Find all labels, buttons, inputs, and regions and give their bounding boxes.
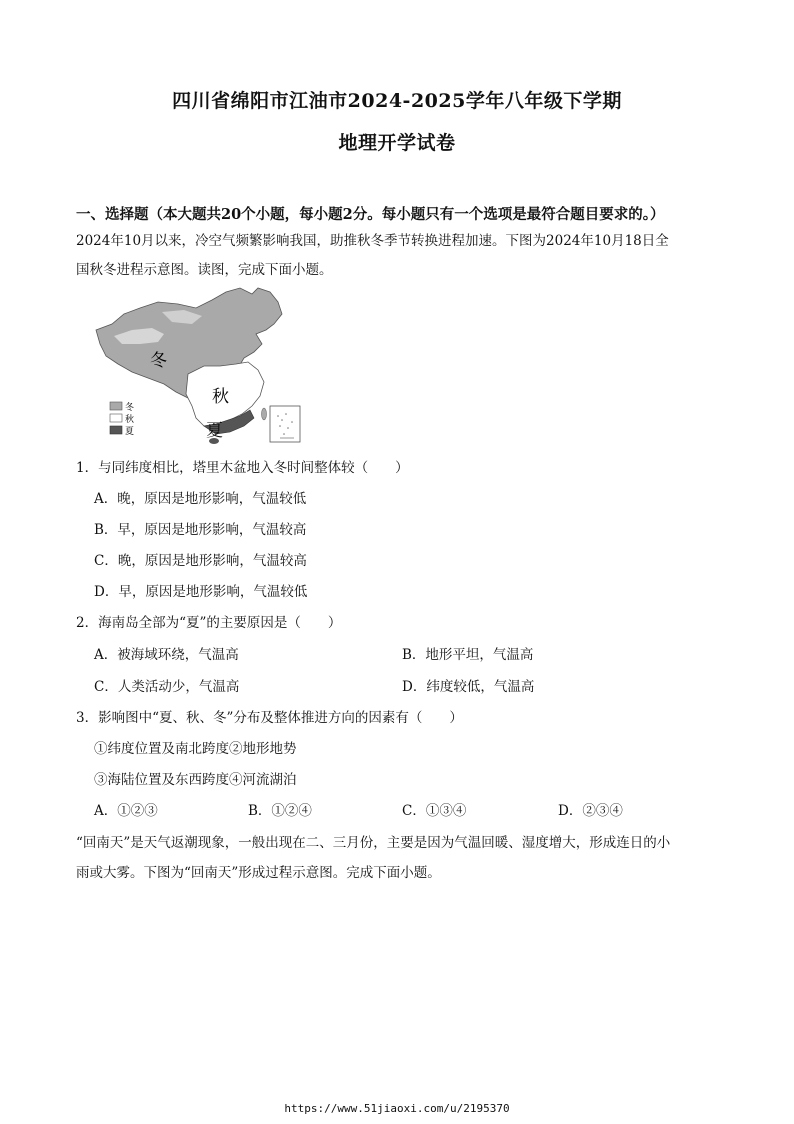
intro-line-1: 2024年10月以来，冷空气频繁影响我国，助推秋冬季节转换进程加速。下图为2024年10月18日全 bbox=[76, 233, 669, 249]
q2-stem: 2．海南岛全部为“夏”的主要原因是（ ） bbox=[76, 615, 342, 631]
south-sea-inset bbox=[270, 406, 300, 442]
q2-option-d: D．纬度较低，气温高 bbox=[402, 679, 535, 695]
q2-option-c: C．人类活动少，气温高 bbox=[94, 679, 240, 695]
q2-option-a: A．被海域环绕，气温高 bbox=[94, 647, 239, 663]
q1-stem: 1．与同纬度相比，塔里木盆地入冬时间整体较（ ） bbox=[76, 460, 409, 476]
taiwan-island bbox=[262, 408, 267, 420]
q3-option-d: D．②③④ bbox=[558, 803, 623, 819]
q1-option-d: D．早，原因是地形影响，气温较低 bbox=[94, 584, 308, 600]
q3-factor-line-2: ③海陆位置及东西跨度④河流湖泊 bbox=[94, 772, 297, 788]
map-label-winter: 冬 bbox=[150, 351, 167, 371]
title-line-2: 地理开学试卷 bbox=[338, 132, 456, 154]
intro-line-2: 国秋冬进程示意图。读图，完成下面小题。 bbox=[76, 262, 333, 278]
legend-label-summer: 夏 bbox=[125, 427, 135, 437]
q3-stem: 3．影响图中“夏、秋、冬”分布及整体推进方向的因素有（ ） bbox=[76, 710, 463, 726]
q3-option-a: A．①②③ bbox=[94, 803, 158, 819]
q1-option-a: A．晚，原因是地形影响，气温较低 bbox=[94, 491, 307, 507]
passage2-line-1: “回南天”是天气返潮现象，一般出现在二、三月份，主要是因为气温回暖、湿度增大，形成连日的小 bbox=[76, 835, 671, 851]
map-label-autumn: 秋 bbox=[212, 387, 229, 407]
q3-option-b: B．①②④ bbox=[248, 803, 312, 819]
legend-label-autumn: 秋 bbox=[125, 415, 135, 425]
section-heading: 一、选择题（本大题共20个小题，每小题2分。每小题只有一个选项是最符合题目要求的。） bbox=[76, 206, 665, 223]
passage2-line-2: 雨或大雾。下图为“回南天”形成过程示意图。完成下面小题。 bbox=[76, 865, 441, 881]
q2-option-b: B．地形平坦，气温高 bbox=[402, 647, 534, 663]
legend-swatch-winter bbox=[110, 402, 122, 410]
legend-label-winter: 冬 bbox=[125, 403, 135, 413]
q1-option-b: B．早，原因是地形影响，气温较高 bbox=[94, 522, 307, 538]
china-map-graphic bbox=[92, 286, 304, 444]
footer-url[interactable]: https://www.51jiaoxi.com/u/2195370 bbox=[284, 1102, 510, 1115]
legend-swatch-autumn bbox=[110, 414, 122, 422]
q3-option-c: C．①③④ bbox=[402, 803, 467, 819]
q3-factor-line-1: ①纬度位置及南北跨度②地形地势 bbox=[94, 741, 297, 757]
china-season-map bbox=[92, 286, 304, 444]
legend-swatch-summer bbox=[110, 426, 122, 434]
map-label-summer: 夏 bbox=[206, 421, 223, 441]
title-line-1: 四川省绵阳市江油市2024-2025学年八年级下学期 bbox=[172, 90, 622, 112]
q1-option-c: C．晚，原因是地形影响，气温较高 bbox=[94, 553, 307, 569]
